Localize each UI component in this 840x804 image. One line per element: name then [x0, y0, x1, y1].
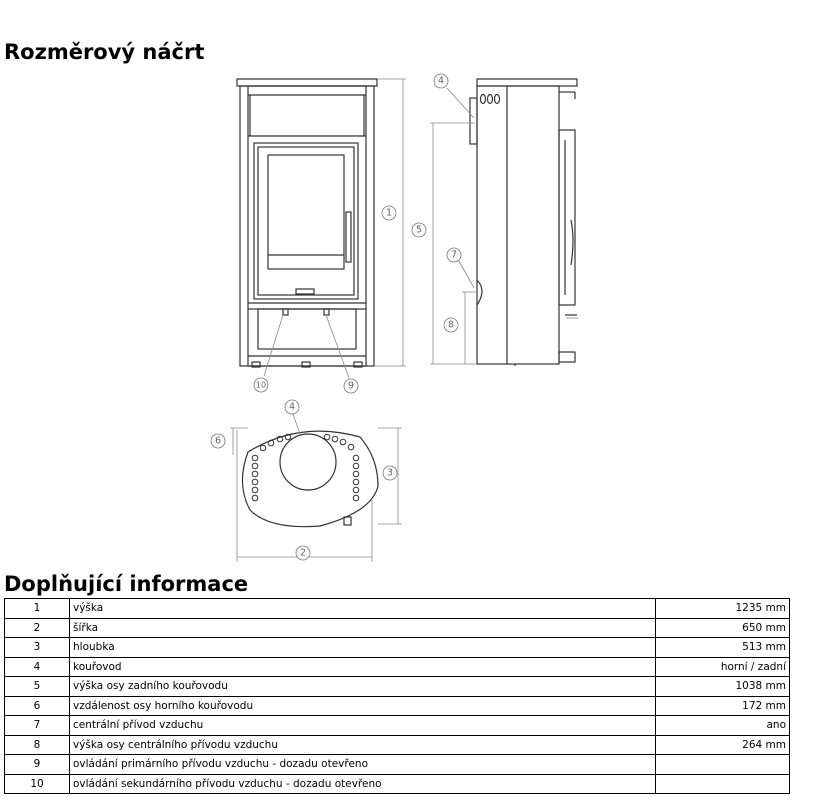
section-heading-info: Doplňující informace — [4, 572, 249, 596]
row-label: výška osy zadního kouřovodu — [70, 677, 656, 697]
row-label: výška osy centrálního přívodu vzduchu — [70, 735, 656, 755]
callout-5: 5 — [415, 224, 423, 236]
row-label: hloubka — [70, 638, 656, 658]
callout-7: 7 — [450, 249, 458, 261]
row-label: ovládání primárního přívodu vzduchu - dozadu otevřeno — [70, 755, 656, 775]
row-value: ano — [655, 716, 789, 736]
row-label: centrální přívod vzduchu — [70, 716, 656, 736]
row-number: 3 — [5, 638, 70, 658]
spec-table — [4, 598, 790, 794]
row-number: 1 — [5, 599, 70, 619]
callout-3: 3 — [386, 467, 394, 479]
callout-1: 1 — [385, 207, 393, 219]
row-label: ovládání sekundárního přívodu vzduchu - dozadu otevřeno — [70, 774, 656, 794]
row-value: 650 mm — [655, 618, 789, 638]
row-label: kouřovod — [70, 657, 656, 677]
row-value: 1235 mm — [655, 599, 789, 619]
table-row — [5, 735, 790, 755]
side-view-stove — [470, 79, 577, 366]
row-label: výška — [70, 599, 656, 619]
row-value — [655, 755, 789, 775]
row-value: horní / zadní — [655, 657, 789, 677]
row-number: 4 — [5, 657, 70, 677]
table-row — [5, 657, 790, 677]
row-number: 7 — [5, 716, 70, 736]
section-heading-sketch: Rozměrový náčrt — [4, 40, 205, 64]
row-label: šířka — [70, 618, 656, 638]
table-row — [5, 599, 790, 619]
row-value: 1038 mm — [655, 677, 789, 697]
callout-8: 8 — [447, 319, 455, 331]
callout-9: 9 — [347, 380, 355, 392]
table-row — [5, 774, 790, 794]
callout-6: 6 — [214, 435, 222, 447]
callout-10: 10 — [255, 380, 267, 390]
table-row — [5, 716, 790, 736]
row-number: 9 — [5, 755, 70, 775]
top-view-air-holes — [252, 434, 359, 501]
row-value: 264 mm — [655, 735, 789, 755]
callout-2: 2 — [299, 547, 307, 559]
table-row — [5, 677, 790, 697]
front-view-stove — [237, 79, 377, 367]
table-row — [5, 618, 790, 638]
table-row — [5, 755, 790, 775]
row-number: 6 — [5, 696, 70, 716]
callout-4-side: 4 — [437, 75, 445, 87]
dimension-lines — [230, 79, 578, 562]
row-label: vzdálenost osy horního kouřovodu — [70, 696, 656, 716]
row-number: 8 — [5, 735, 70, 755]
row-value: 513 mm — [655, 638, 789, 658]
row-value — [655, 774, 789, 794]
table-row — [5, 638, 790, 658]
row-number: 5 — [5, 677, 70, 697]
row-number: 10 — [5, 774, 70, 794]
table-row — [5, 696, 790, 716]
row-number: 2 — [5, 618, 70, 638]
row-value: 172 mm — [655, 696, 789, 716]
callout-4-top: 4 — [288, 401, 296, 413]
